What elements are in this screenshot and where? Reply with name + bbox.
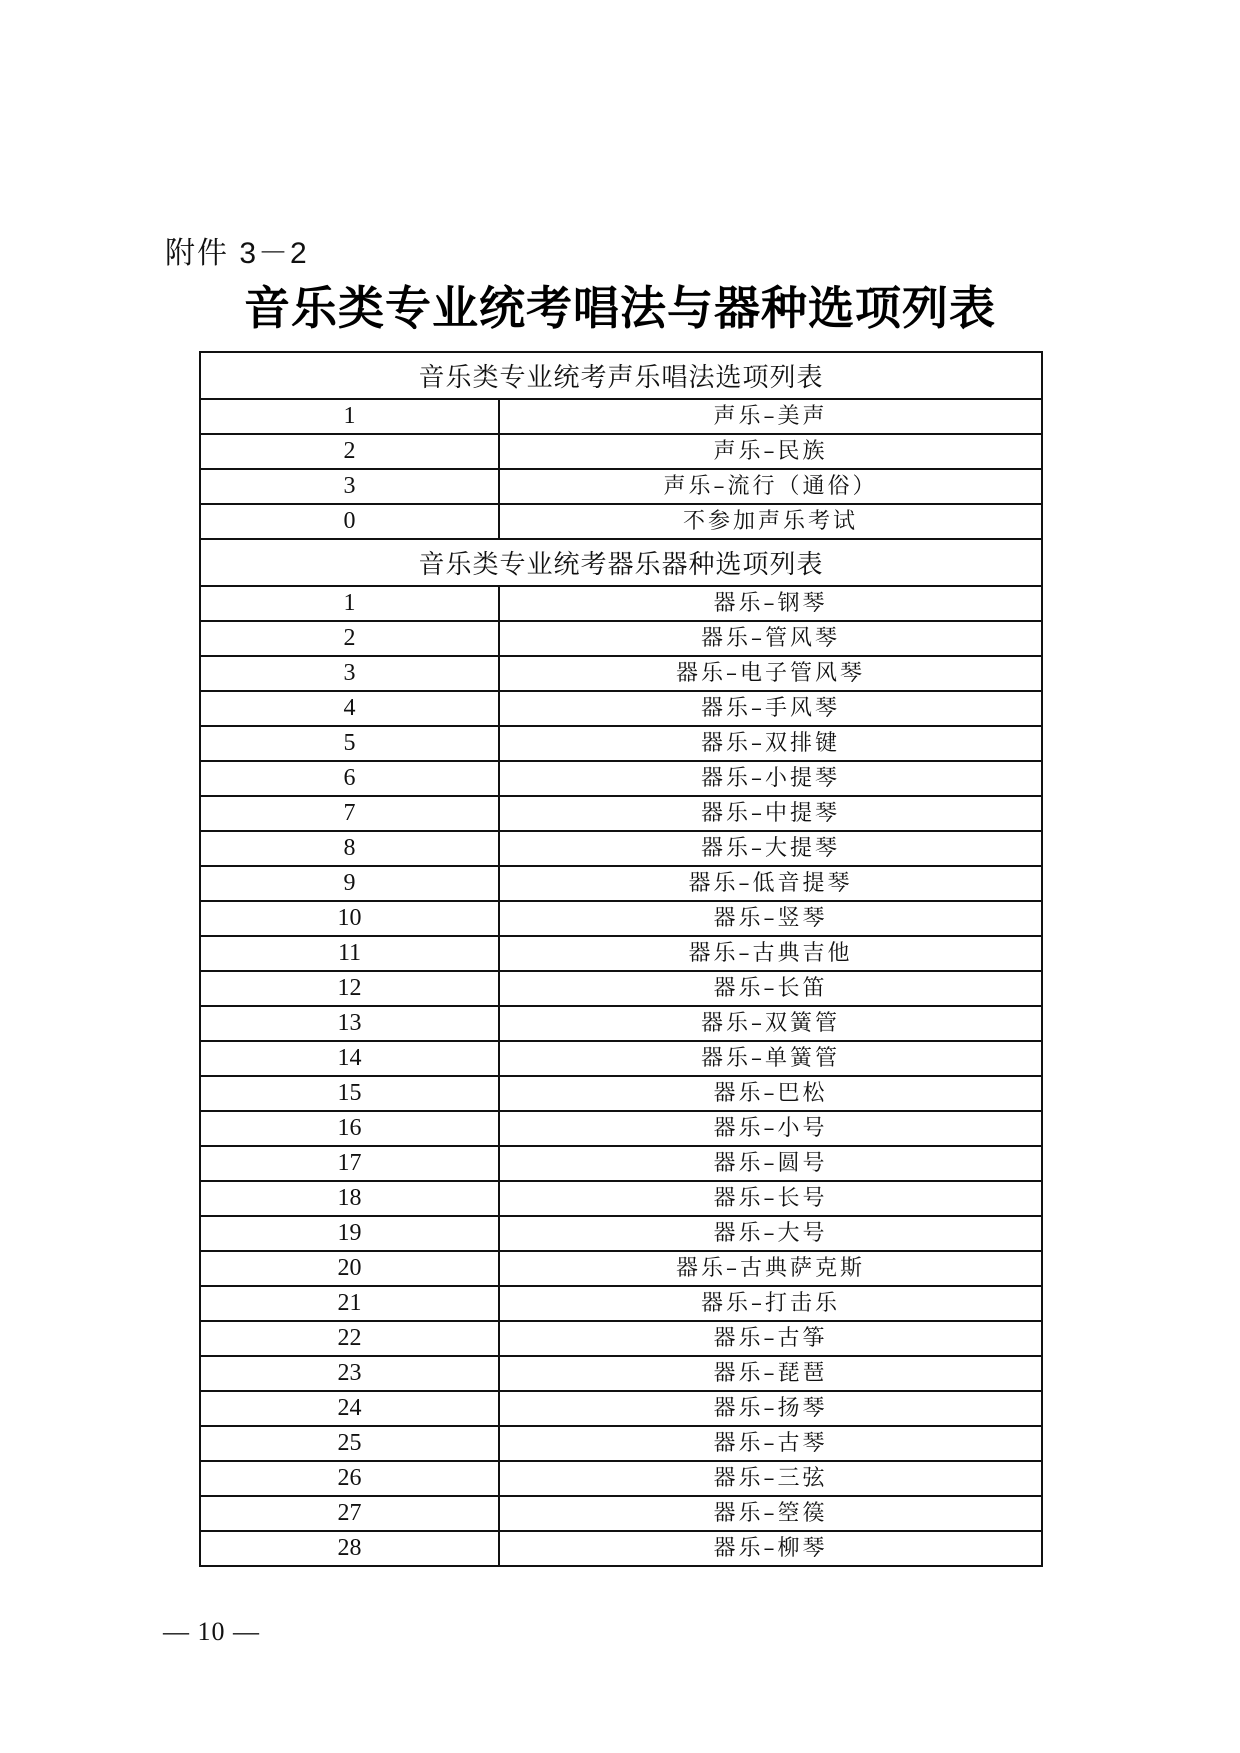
option-code: 16 — [200, 1111, 499, 1146]
option-code: 25 — [200, 1426, 499, 1461]
option-name: 器乐–长笛 — [499, 971, 1042, 1006]
instrument-option-row — [200, 726, 1042, 761]
option-code: 15 — [200, 1076, 499, 1111]
option-name: 器乐–古典萨克斯 — [499, 1251, 1042, 1286]
option-code: 11 — [200, 936, 499, 971]
option-name: 器乐–三弦 — [499, 1461, 1042, 1496]
option-code: 5 — [200, 726, 499, 761]
instrument-option-row — [200, 621, 1042, 656]
option-name: 器乐–打击乐 — [499, 1286, 1042, 1321]
option-name: 器乐–电子管风琴 — [499, 656, 1042, 691]
instrument-option-row — [200, 1111, 1042, 1146]
option-name: 器乐–双簧管 — [499, 1006, 1042, 1041]
option-name: 器乐–琵琶 — [499, 1356, 1042, 1391]
instrument-section-header: 音乐类专业统考器乐器种选项列表 — [200, 539, 1042, 586]
instrument-option-row — [200, 691, 1042, 726]
option-code: 14 — [200, 1041, 499, 1076]
option-code: 20 — [200, 1251, 499, 1286]
instrument-option-row — [200, 1146, 1042, 1181]
instrument-option-row — [200, 1426, 1042, 1461]
option-code: 2 — [200, 621, 499, 656]
option-name: 器乐–手风琴 — [499, 691, 1042, 726]
option-code: 2 — [200, 434, 499, 469]
instrument-option-row — [200, 1041, 1042, 1076]
option-code: 19 — [200, 1216, 499, 1251]
option-code: 8 — [200, 831, 499, 866]
option-code: 23 — [200, 1356, 499, 1391]
instrument-option-row — [200, 1321, 1042, 1356]
option-code: 18 — [200, 1181, 499, 1216]
option-name: 器乐–古典吉他 — [499, 936, 1042, 971]
instrument-section-header-row — [200, 539, 1042, 586]
option-code: 27 — [200, 1496, 499, 1531]
option-code: 13 — [200, 1006, 499, 1041]
option-name: 器乐–双排键 — [499, 726, 1042, 761]
vocal-option-row — [200, 399, 1042, 434]
option-code: 3 — [200, 656, 499, 691]
option-code: 4 — [200, 691, 499, 726]
instrument-option-row — [200, 1181, 1042, 1216]
instrument-option-row — [200, 656, 1042, 691]
option-code: 1 — [200, 399, 499, 434]
option-code: 24 — [200, 1391, 499, 1426]
option-name: 器乐–圆号 — [499, 1146, 1042, 1181]
instrument-option-row — [200, 1391, 1042, 1426]
option-name: 声乐–美声 — [499, 399, 1042, 434]
option-name: 器乐–管风琴 — [499, 621, 1042, 656]
option-code: 28 — [200, 1531, 499, 1566]
annex-label: 附件 3－2 — [165, 237, 309, 270]
option-code: 1 — [200, 586, 499, 621]
instrument-option-row — [200, 1461, 1042, 1496]
instrument-option-row — [200, 1006, 1042, 1041]
option-code: 3 — [200, 469, 499, 504]
option-name: 器乐–钢琴 — [499, 586, 1042, 621]
document-title: 音乐类专业统考唱法与器种选项列表 — [244, 281, 996, 335]
instrument-option-row — [200, 586, 1042, 621]
option-name: 器乐–单簧管 — [499, 1041, 1042, 1076]
instrument-option-row — [200, 1496, 1042, 1531]
option-code: 0 — [200, 504, 499, 539]
option-name: 器乐–古筝 — [499, 1321, 1042, 1356]
option-name: 声乐–流行（通俗） — [499, 469, 1042, 504]
option-code: 26 — [200, 1461, 499, 1496]
option-name: 器乐–箜篌 — [499, 1496, 1042, 1531]
option-name: 声乐–民族 — [499, 434, 1042, 469]
option-name: 器乐–小提琴 — [499, 761, 1042, 796]
option-name: 器乐–柳琴 — [499, 1531, 1042, 1566]
option-code: 6 — [200, 761, 499, 796]
option-code: 10 — [200, 901, 499, 936]
option-name: 器乐–扬琴 — [499, 1391, 1042, 1426]
option-code: 21 — [200, 1286, 499, 1321]
instrument-option-row — [200, 1356, 1042, 1391]
page-number: — 10 — — [163, 1617, 260, 1646]
instrument-option-row — [200, 971, 1042, 1006]
instrument-option-row — [200, 796, 1042, 831]
vocal-section-header: 音乐类专业统考声乐唱法选项列表 — [200, 352, 1042, 399]
option-name: 不参加声乐考试 — [499, 504, 1042, 539]
option-name: 器乐–小号 — [499, 1111, 1042, 1146]
option-code: 12 — [200, 971, 499, 1006]
option-name: 器乐–大提琴 — [499, 831, 1042, 866]
option-name: 器乐–中提琴 — [499, 796, 1042, 831]
instrument-option-row — [200, 1286, 1042, 1321]
instrument-option-row — [200, 1076, 1042, 1111]
instrument-option-row — [200, 936, 1042, 971]
instrument-option-row — [200, 866, 1042, 901]
option-name: 器乐–大号 — [499, 1216, 1042, 1251]
vocal-section-header-row — [200, 352, 1042, 399]
vocal-option-row — [200, 469, 1042, 504]
instrument-option-row — [200, 1531, 1042, 1566]
option-name: 器乐–长号 — [499, 1181, 1042, 1216]
option-code: 22 — [200, 1321, 499, 1356]
instrument-option-row — [200, 901, 1042, 936]
instrument-option-row — [200, 831, 1042, 866]
vocal-option-row — [200, 434, 1042, 469]
instrument-option-row — [200, 761, 1042, 796]
option-code: 17 — [200, 1146, 499, 1181]
options-table — [199, 351, 1043, 1567]
vocal-option-row — [200, 504, 1042, 539]
instrument-option-row — [200, 1251, 1042, 1286]
option-name: 器乐–巴松 — [499, 1076, 1042, 1111]
option-name: 器乐–古琴 — [499, 1426, 1042, 1461]
option-name: 器乐–竖琴 — [499, 901, 1042, 936]
instrument-option-row — [200, 1216, 1042, 1251]
option-name: 器乐–低音提琴 — [499, 866, 1042, 901]
option-code: 7 — [200, 796, 499, 831]
option-code: 9 — [200, 866, 499, 901]
